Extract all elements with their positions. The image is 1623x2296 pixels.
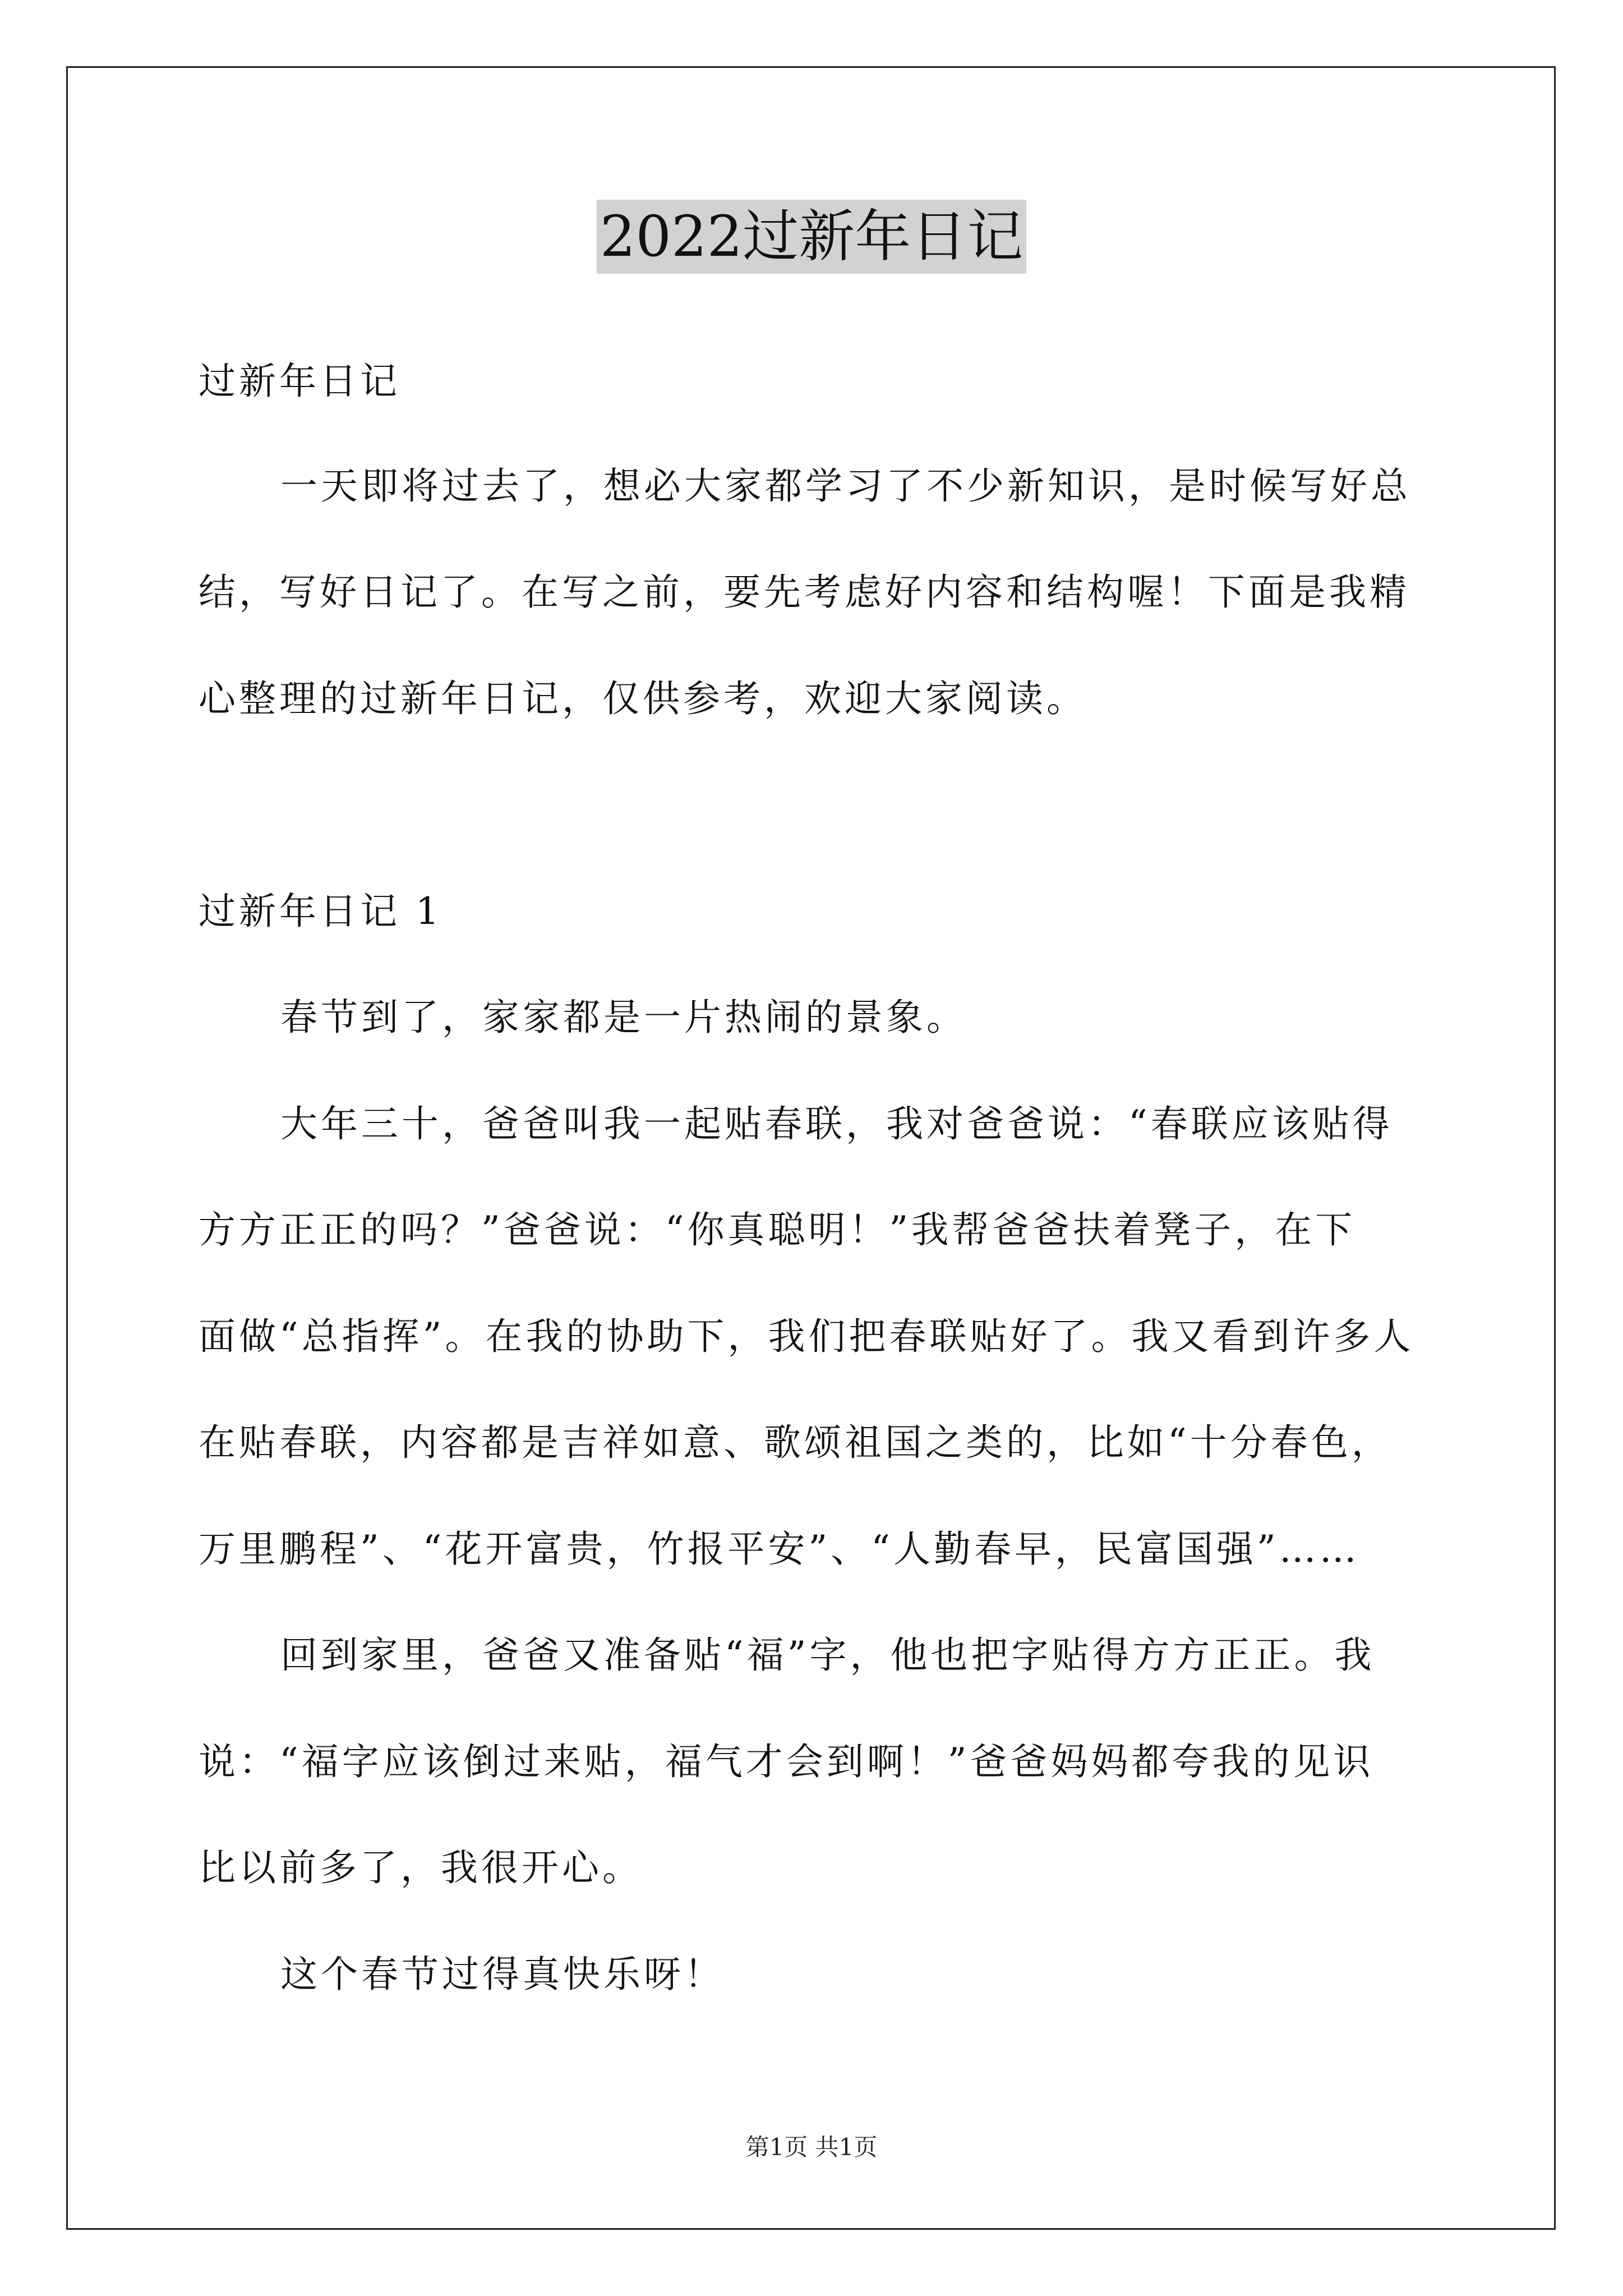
paragraph-line: 说：“福字应该倒过来贴，福气才会到啊！”爸爸妈妈都夸我的见识 <box>199 1740 1374 1783</box>
title-container <box>0 200 1623 274</box>
document-title: 2022过新年日记 <box>597 200 1027 274</box>
page-footer: 第1页 共1页 <box>745 2133 878 2161</box>
paragraph-line: 在贴春联，内容都是吉祥如意、歌颂祖国之类的，比如“十分春色， <box>199 1421 1392 1464</box>
intro-line: 结，写好日记了。在写之前，要先考虑好内容和结构喔！下面是我精 <box>199 570 1410 614</box>
intro-line: 心整理的过新年日记，仅供参考，欢迎大家阅读。 <box>199 677 1087 720</box>
paragraph-line: 万里鹏程”、“花开富贵，竹报平安”、“人勤春早，民富国强”…… <box>199 1527 1360 1571</box>
paragraph-line: 回到家里，爸爸又准备贴“福”字，他也把字贴得方方正正。我 <box>280 1634 1375 1677</box>
paragraph-line: 面做“总指挥”。在我的协助下，我们把春联贴好了。我又看到许多人 <box>199 1315 1414 1358</box>
subtitle: 过新年日记 <box>199 360 400 403</box>
paragraph-line: 春节到了，家家都是一片热闹的景象。 <box>280 996 967 1039</box>
paragraph-line: 比以前多了，我很开心。 <box>199 1846 643 1889</box>
paragraph-line: 这个春节过得真快乐呀！ <box>280 1953 725 1996</box>
intro-line: 一天即将过去了，想必大家都学习了不少新知识，是时候写好总 <box>280 464 1411 508</box>
section-heading: 过新年日记 1 <box>199 890 442 933</box>
paragraph-line: 大年三十，爸爸叫我一起贴春联，我对爸爸说：“春联应该贴得 <box>280 1102 1393 1145</box>
paragraph-line: 方方正正的吗？”爸爸说：“你真聪明！”我帮爸爸扶着凳子，在下 <box>199 1208 1356 1251</box>
